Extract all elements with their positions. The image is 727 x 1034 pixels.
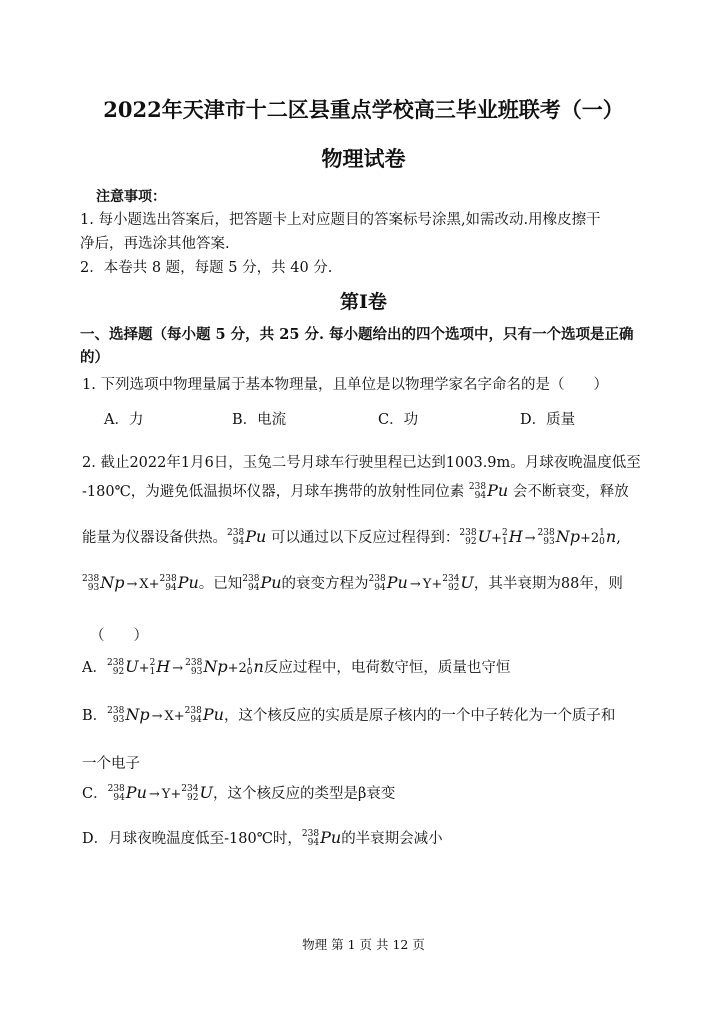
mcq-heading-b: 的） (80, 349, 109, 366)
plus-sign: + (173, 709, 185, 724)
h-nuclide-index: 2 1 (149, 658, 156, 677)
option-text: 的半衰期会减小 (341, 831, 443, 847)
q2-line-4d: ，其半衰期为88年，则 (473, 576, 623, 592)
pu-nuclide-index: 238 94 (368, 574, 386, 593)
pu-nuclide-index: 238 94 (468, 482, 487, 501)
n-symbol: n (253, 657, 264, 676)
pu-symbol: Pu (177, 573, 199, 592)
pu-symbol: Pu (487, 481, 509, 500)
page-footer: 物理 第 1 页 共 12 页 (302, 937, 425, 952)
x-symbol: X (139, 577, 149, 592)
option-text: ，这个核反应的实质是原子核内的一个中子转化为一个质子和 (223, 708, 616, 724)
u-symbol: U (477, 527, 492, 546)
coefficient: 2 (590, 531, 600, 546)
q2-option-b (82, 704, 615, 725)
coefficient: 2 (238, 661, 247, 676)
plus-sign: + (431, 577, 443, 592)
u-symbol: U (199, 783, 213, 802)
np-symbol: Np (203, 657, 228, 676)
pu-nuclide-index: 238 94 (184, 706, 202, 725)
np-symbol: Np (555, 527, 580, 546)
q1-option-b: B．电流 (232, 412, 287, 428)
arrow-symbol: → (126, 577, 138, 592)
option-text: ，这个核反应的类型是β衰变 (212, 786, 396, 802)
np-symbol: Np (125, 705, 150, 724)
pu-nuclide-index: 238 94 (227, 528, 245, 547)
q2-line-4 (82, 572, 623, 593)
h-nuclide-index: 2 1 (501, 528, 508, 547)
np-symbol: Np (100, 573, 125, 592)
q2-line-4c: 的衰变方程为 (281, 576, 369, 592)
q2-line-2 (82, 480, 629, 501)
np-nuclide-index: 238 93 (185, 658, 203, 677)
pu-symbol: Pu (320, 828, 342, 847)
option-label: C． (82, 786, 108, 802)
pu-symbol: Pu (386, 573, 408, 592)
arrow-symbol: → (409, 577, 421, 592)
arrow-symbol: → (172, 661, 184, 676)
u-nuclide-index: 234 92 (181, 784, 199, 803)
q2-answer-paren: （ ） (90, 628, 148, 644)
mcq-heading-a: 一、选择题（每小题 5 分，共 25 分. 每小题给出的四个选项中，只有一个选项是正确 (80, 326, 634, 343)
section-title: 第Ⅰ卷 (340, 291, 387, 313)
notice-line-1a: 1. 每小题选出答案后，把答题卡上对应题目的答案标号涂黑,如需改动.用橡皮擦干 (80, 212, 601, 228)
q2-line-3a: 能量为仪器设备供热。 (82, 530, 227, 546)
plus-sign: + (148, 577, 160, 592)
arrow-symbol: → (524, 531, 536, 546)
pu-symbol: Pu (260, 573, 282, 592)
pu-symbol: Pu (245, 527, 267, 546)
plus-sign: + (138, 661, 150, 676)
arrow-symbol: → (151, 709, 163, 724)
u-symbol: U (460, 573, 474, 592)
np-nuclide-index: 238 93 (107, 706, 125, 725)
pu-symbol: Pu (125, 783, 147, 802)
q2-line-3b: 可以通过以下反应过程得到： (270, 530, 460, 546)
h-symbol: H (508, 527, 523, 546)
np-nuclide-index: 238 93 (82, 574, 100, 593)
q2-line-2b: 会不断衰变，释放 (512, 484, 629, 500)
pu-nuclide-index: 238 94 (301, 829, 320, 848)
q1-option-d: D．质量 (520, 412, 576, 428)
q2-line-4b: 。已知 (198, 576, 243, 592)
h-symbol: H (156, 657, 171, 676)
q2-option-a (82, 656, 510, 677)
plus-sign: + (579, 531, 591, 546)
option-text: 反应过程中，电荷数守恒，质量也守恒 (263, 660, 511, 676)
option-label: B． (82, 708, 108, 724)
q2-line-2a: -180℃，为避免低温损坏仪器，月球车携带的放射性同位素 (82, 484, 465, 500)
pu-symbol: Pu (202, 705, 224, 724)
q2-line-1: 2. 截止2022年1月6日，玉兔二号月球车行驶里程已达到1003.9m。月球夜晚温度低至 (82, 455, 641, 471)
notice-heading: 注意事项： (96, 189, 166, 205)
q2-option-c (82, 782, 395, 803)
exam-title: 2022年天津市十二区县重点学校高三毕业班联考（一） (103, 97, 624, 122)
q1-stem: 1. 下列选项中物理量属于基本物理量，且单位是以物理学家名字命名的是（ ） (82, 377, 608, 393)
pu-nuclide-index: 238 94 (107, 784, 125, 803)
plus-sign: + (491, 531, 502, 546)
y-symbol: Y (422, 577, 432, 592)
arrow-symbol: → (148, 787, 160, 802)
q2-option-d (82, 827, 443, 848)
notice-line-1b: 净后，再选涂其他答案. (80, 236, 230, 252)
plus-sign: + (170, 787, 182, 802)
option-label: A． (82, 660, 107, 676)
pu-nuclide-index: 238 94 (242, 574, 260, 593)
u-symbol: U (125, 657, 139, 676)
pu-nuclide-index: 238 94 (159, 574, 177, 593)
option-label: D．月球夜晚温度低至-180℃时， (82, 831, 302, 847)
u-nuclide-index: 238 92 (459, 528, 477, 547)
n-symbol: n (605, 527, 617, 546)
q2-line-3: 能量为仪器设备供热。 238 94 Pu 可以通过以下反应过程得到： 238 92 U+ 2 1 H → 238 93 Np+2 1 0 n, (82, 527, 621, 547)
n-nuclide-index: 1 0 (246, 658, 253, 677)
u-nuclide-index: 234 92 (442, 574, 460, 593)
q2-option-b-cont: 一个电子 (82, 756, 140, 772)
x-symbol: X (164, 709, 174, 724)
q1-option-c: C．功 (378, 412, 419, 428)
n-nuclide-index: 1 0 (599, 528, 605, 547)
y-symbol: Y (161, 787, 171, 802)
exam-subject: 物理试卷 (321, 146, 406, 171)
np-nuclide-index: 238 93 (537, 528, 555, 547)
q1-option-a: A．力 (104, 412, 144, 428)
u-nuclide-index: 238 92 (106, 658, 125, 677)
notice-line-2: 2．本卷共 8 题，每题 5 分，共 40 分. (80, 260, 333, 276)
plus-sign: + (227, 661, 239, 676)
